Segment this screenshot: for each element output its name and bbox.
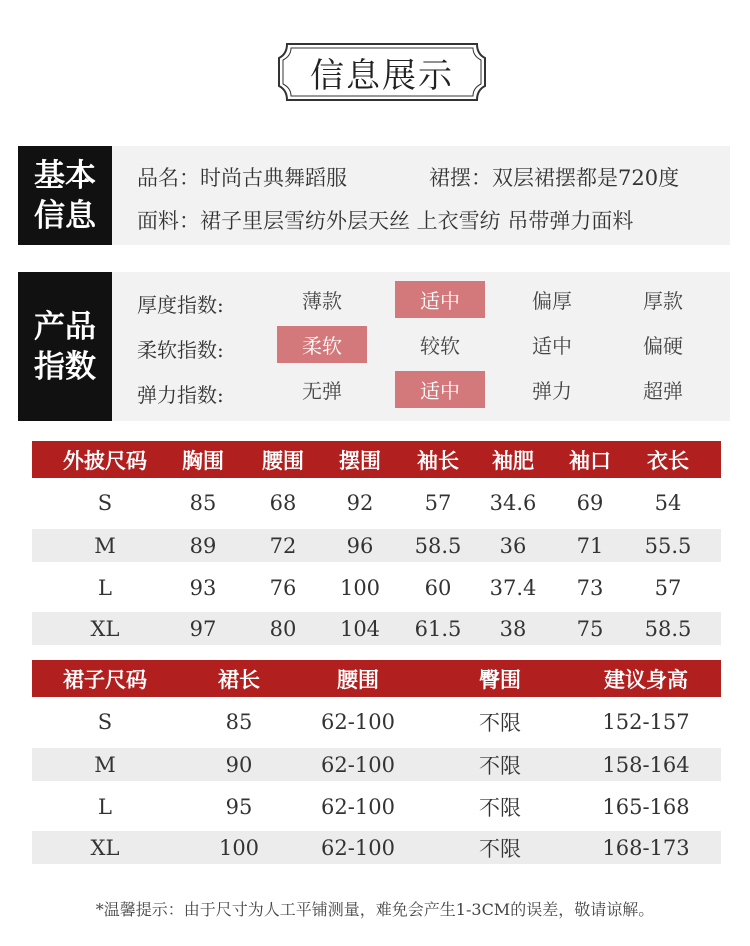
- table-cell: 58.5: [644, 616, 692, 641]
- table-cell: L: [98, 794, 112, 819]
- table-cell: 90: [225, 752, 253, 777]
- table-row: [32, 790, 721, 823]
- index-option-selected: 适中: [395, 371, 485, 408]
- column-header: 胸围: [182, 447, 224, 473]
- table-cell: 93: [189, 575, 217, 600]
- table-cell: 104: [339, 616, 381, 641]
- table-cell: M: [94, 752, 116, 777]
- table-cell: 165-168: [602, 794, 690, 819]
- column-header: 袖肥: [492, 447, 534, 473]
- table-cell: 152-157: [602, 709, 690, 734]
- table-cell: 不限: [479, 753, 521, 778]
- product-index-label: [18, 272, 112, 421]
- index-option: 弹力: [532, 379, 572, 403]
- table-cell: 不限: [479, 710, 521, 735]
- index-option-selected: 适中: [395, 281, 485, 318]
- table-row: [32, 571, 721, 604]
- basic-info-label-line1: 基本: [34, 157, 96, 194]
- table-cell: 55.5: [644, 533, 692, 558]
- table-cell: 68: [269, 490, 297, 515]
- table-cell: 62-100: [321, 794, 395, 819]
- index-option: 适中: [532, 334, 572, 358]
- column-header: 袖口: [569, 447, 611, 473]
- table-row: [32, 831, 721, 864]
- jacket-table-header: [32, 441, 721, 478]
- table-cell: M: [94, 533, 116, 558]
- table-cell: 61.5: [414, 616, 462, 641]
- table-cell: S: [97, 709, 113, 734]
- table-cell: 62-100: [321, 752, 395, 777]
- table-cell: 60: [424, 575, 452, 600]
- table-cell: XL: [90, 835, 120, 860]
- table-cell: 73: [576, 575, 604, 600]
- table-row: [32, 612, 721, 645]
- index-row-title: 厚度指数:: [137, 293, 224, 317]
- column-header: 臀围: [479, 666, 521, 692]
- column-header: 建议身高: [604, 666, 688, 692]
- table-cell: 168-173: [602, 835, 690, 860]
- table-cell: 158-164: [602, 752, 690, 777]
- column-header: 腰围: [337, 666, 379, 692]
- table-cell: 71: [576, 533, 604, 558]
- skirt-size-table: [32, 660, 721, 863]
- table-cell: 100: [218, 835, 260, 860]
- table-cell: 58.5: [414, 533, 462, 558]
- table-cell: 57: [424, 490, 452, 515]
- table-cell: L: [98, 575, 112, 600]
- table-cell: 89: [189, 533, 217, 558]
- table-cell: 69: [576, 490, 604, 515]
- index-option: 无弹: [302, 379, 342, 403]
- index-option: 较软: [420, 334, 460, 358]
- column-header: 摆围: [339, 447, 381, 473]
- table-cell: 62-100: [321, 835, 395, 860]
- hem-info: 裙摆：双层裙摆都是720度: [429, 166, 680, 190]
- index-row-title: 柔软指数:: [137, 338, 224, 362]
- table-row: [32, 705, 721, 738]
- product-index-label-line1: 产品: [34, 308, 96, 345]
- table-cell: 54: [654, 490, 682, 515]
- index-option: 厚款: [643, 289, 683, 313]
- index-option: 偏厚: [532, 289, 572, 313]
- column-header: 裙子尺码: [63, 666, 147, 692]
- column-header: 腰围: [262, 447, 304, 473]
- basic-info-label-line2: 信息: [34, 197, 96, 234]
- measurement-note: *温馨提示：由于尺寸为人工平铺测量，难免会产生1-3CM的误差，敬请谅解。: [95, 900, 655, 919]
- table-cell: 75: [576, 616, 604, 641]
- table-cell: 38: [499, 616, 527, 641]
- table-cell: 34.6: [489, 490, 537, 515]
- table-row: [32, 486, 721, 519]
- table-cell: 100: [339, 575, 381, 600]
- column-header: 衣长: [647, 447, 689, 473]
- table-cell: 62-100: [321, 709, 395, 734]
- fabric-info: 面料：裙子里层雪纺外层天丝 上衣雪纺 吊带弹力面料: [137, 209, 634, 233]
- table-cell: 36: [499, 533, 527, 558]
- table-cell: 不限: [479, 795, 521, 820]
- index-row-title: 弹力指数:: [137, 383, 224, 407]
- basic-info-section: [18, 146, 730, 245]
- table-row: [32, 529, 721, 562]
- table-cell: 57: [654, 575, 682, 600]
- product-index-label-line2: 指数: [34, 348, 96, 385]
- table-cell: 96: [346, 533, 374, 558]
- basic-info-label: [18, 146, 112, 245]
- table-cell: 37.4: [489, 575, 537, 600]
- table-row: [32, 748, 721, 781]
- column-header: 袖长: [417, 447, 459, 473]
- section-title-badge: [273, 38, 491, 106]
- table-cell: 97: [189, 616, 217, 641]
- table-cell: 95: [225, 794, 253, 819]
- table-cell: 80: [269, 616, 297, 641]
- product-index-section: [18, 272, 730, 421]
- table-cell: 76: [269, 575, 297, 600]
- column-header: 外披尺码: [63, 447, 147, 473]
- table-cell: 85: [189, 490, 217, 515]
- index-option: 薄款: [302, 289, 342, 313]
- index-option: 偏硬: [643, 334, 683, 358]
- jacket-size-table: [32, 441, 721, 644]
- index-option: 超弹: [643, 379, 683, 403]
- product-name: 品名：时尚古典舞蹈服: [137, 166, 347, 190]
- page-title: 信息展示: [310, 55, 454, 96]
- table-cell: 92: [346, 490, 374, 515]
- table-cell: 85: [225, 709, 253, 734]
- index-option-selected: 柔软: [277, 326, 367, 363]
- table-cell: 不限: [479, 836, 521, 861]
- table-cell: XL: [90, 616, 120, 641]
- table-cell: S: [97, 490, 113, 515]
- column-header: 裙长: [218, 666, 260, 692]
- table-cell: 72: [269, 533, 297, 558]
- skirt-table-header: [32, 660, 721, 697]
